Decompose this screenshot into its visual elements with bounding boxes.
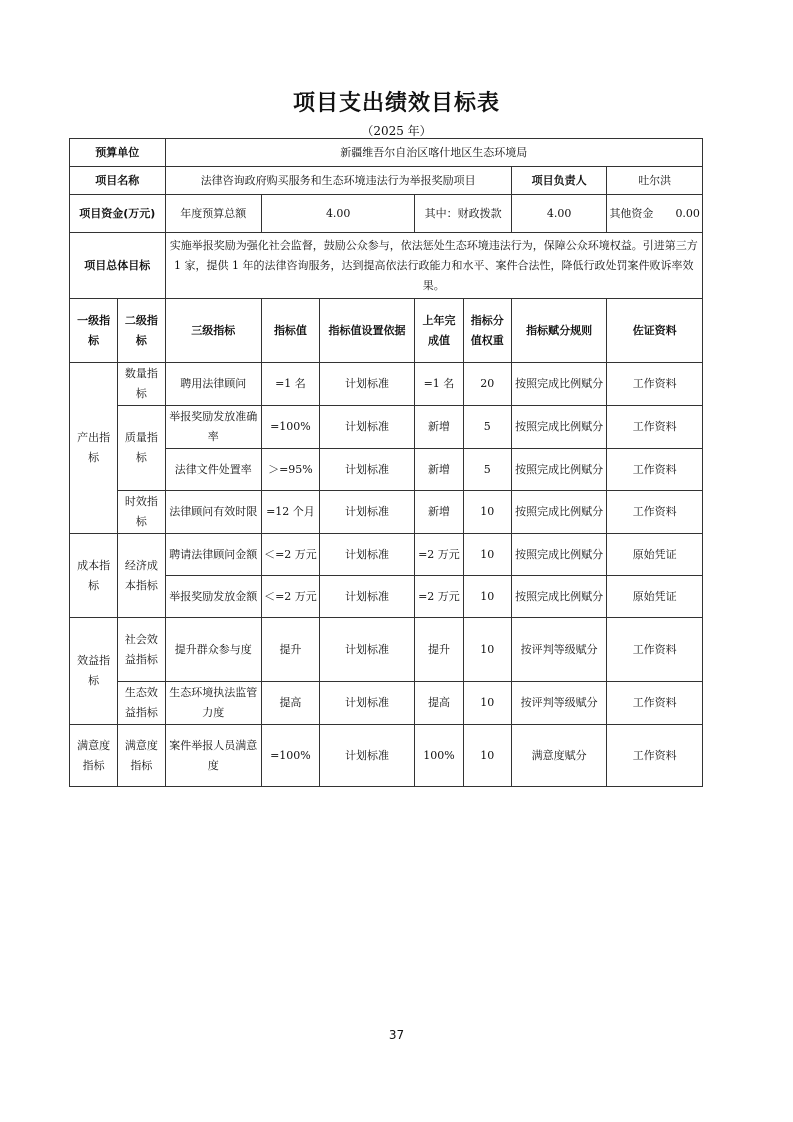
level3-indicator: 提升群众参与度 — [165, 618, 262, 682]
indicator-row — [70, 576, 703, 618]
level3-indicator: 案件举报人员满意度 — [165, 725, 262, 787]
col-last-year: 上年完成值 — [415, 299, 463, 363]
goal-text: 实施举报奖励为强化社会监督，鼓励公众参与，依法惩处生态环境违法行为，保障公众环境权益。引进第三方 1 家，提供 1 年的法律咨询服务，达到提高依法行政能力和水平、案件合法性，降低行政处罚案件败诉率效果。 — [165, 233, 702, 299]
level3-indicator: 生态环境执法监管力度 — [165, 682, 262, 725]
weight-value: 20 — [463, 363, 511, 406]
level3-indicator: 聘用法律顾问 — [165, 363, 262, 406]
unit-value: 新疆维吾尔自治区喀什地区生态环境局 — [165, 139, 702, 167]
owner-value: 吐尔洪 — [607, 167, 703, 195]
indicator-row — [70, 534, 703, 576]
indicator-basis: 计划标准 — [319, 406, 415, 449]
level1-indicator: 效益指标 — [70, 618, 118, 725]
table-row — [70, 233, 703, 299]
annual-budget-value: 4.00 — [262, 195, 415, 233]
indicator-value: =100% — [262, 725, 320, 787]
evidence-value: 工作资料 — [607, 682, 703, 725]
evidence-value: 工作资料 — [607, 449, 703, 491]
col-basis: 指标值设置依据 — [319, 299, 415, 363]
owner-label: 项目负责人 — [511, 167, 607, 195]
weight-value: 10 — [463, 576, 511, 618]
col-value: 指标值 — [262, 299, 320, 363]
project-name-label: 项目名称 — [70, 167, 166, 195]
evidence-value: 工作资料 — [607, 491, 703, 534]
indicator-value: 提高 — [262, 682, 320, 725]
col-level1: 一级指标 — [70, 299, 118, 363]
scoring-rule: 按照完成比例赋分 — [511, 576, 607, 618]
indicator-basis: 计划标准 — [319, 618, 415, 682]
level2-indicator: 时效指标 — [118, 491, 165, 534]
evidence-value: 原始凭证 — [607, 576, 703, 618]
level3-indicator: 法律顾问有效时限 — [165, 491, 262, 534]
indicator-basis: 计划标准 — [319, 363, 415, 406]
scoring-rule: 按照完成比例赋分 — [511, 406, 607, 449]
scoring-rule: 按照完成比例赋分 — [511, 534, 607, 576]
fiscal-value: 4.00 — [511, 195, 607, 233]
col-level3: 三级指标 — [165, 299, 262, 363]
indicator-row — [70, 725, 703, 787]
scoring-rule: 满意度赋分 — [511, 725, 607, 787]
last-year-value: 100% — [415, 725, 463, 787]
fund-label: 项目资金(万元) — [70, 195, 166, 233]
col-evidence: 佐证资料 — [607, 299, 703, 363]
indicator-row — [70, 618, 703, 682]
indicator-row — [70, 406, 703, 449]
other-fund-value: 0.00 — [675, 206, 700, 220]
table-body — [70, 139, 703, 787]
col-level2: 二级指标 — [118, 299, 165, 363]
level3-indicator: 法律文件处置率 — [165, 449, 262, 491]
scoring-rule: 按评判等级赋分 — [511, 618, 607, 682]
evidence-value: 工作资料 — [607, 725, 703, 787]
page-number: 37 — [388, 1028, 405, 1042]
last-year-value: 提升 — [415, 618, 463, 682]
level3-indicator: 聘请法律顾问金额 — [165, 534, 262, 576]
weight-value: 10 — [463, 618, 511, 682]
fiscal-label: 其中：财政拨款 — [415, 195, 512, 233]
indicator-basis: 计划标准 — [319, 491, 415, 534]
unit-label: 预算单位 — [70, 139, 166, 167]
indicator-basis: 计划标准 — [319, 449, 415, 491]
indicator-basis: 计划标准 — [319, 534, 415, 576]
col-weight: 指标分值权重 — [463, 299, 511, 363]
project-name-value: 法律咨询政府购买服务和生态环境违法行为举报奖励项目 — [165, 167, 511, 195]
last-year-value: =2 万元 — [415, 576, 463, 618]
table-row — [70, 167, 703, 195]
scoring-rule: 按评判等级赋分 — [511, 682, 607, 725]
last-year-value: 新增 — [415, 491, 463, 534]
level2-indicator: 满意度指标 — [118, 725, 165, 787]
last-year-value: 新增 — [415, 406, 463, 449]
level1-indicator: 产出指标 — [70, 363, 118, 534]
level1-indicator: 成本指标 — [70, 534, 118, 618]
weight-value: 10 — [463, 491, 511, 534]
goal-label: 项目总体目标 — [70, 233, 166, 299]
level2-indicator: 经济成本指标 — [118, 534, 165, 618]
scoring-rule: 按照完成比例赋分 — [511, 363, 607, 406]
indicator-value: 提升 — [262, 618, 320, 682]
other-fund-cell — [607, 195, 703, 233]
weight-value: 5 — [463, 449, 511, 491]
evidence-value: 工作资料 — [607, 618, 703, 682]
indicator-value: =12 个月 — [262, 491, 320, 534]
table-row — [70, 139, 703, 167]
performance-table — [69, 138, 703, 787]
level2-indicator: 数量指标 — [118, 363, 165, 406]
evidence-value: 工作资料 — [607, 406, 703, 449]
level2-indicator: 生态效益指标 — [118, 682, 165, 725]
header-row — [70, 299, 703, 363]
indicator-row — [70, 363, 703, 406]
last-year-value: =1 名 — [415, 363, 463, 406]
weight-value: 10 — [463, 534, 511, 576]
page-title: 项目支出绩效目标表 — [292, 91, 500, 116]
weight-value: 10 — [463, 682, 511, 725]
last-year-value: =2 万元 — [415, 534, 463, 576]
other-fund-label: 其他资金 — [609, 206, 654, 220]
last-year-value: 新增 — [415, 449, 463, 491]
indicator-value: ＜=2 万元 — [262, 576, 320, 618]
col-rule: 指标赋分规则 — [511, 299, 607, 363]
indicator-value: ＞=95% — [262, 449, 320, 491]
evidence-value: 工作资料 — [607, 363, 703, 406]
indicator-basis: 计划标准 — [319, 682, 415, 725]
scoring-rule: 按照完成比例赋分 — [511, 449, 607, 491]
year-subtitle: （2025 年） — [361, 124, 432, 138]
level3-indicator: 举报奖励发放金额 — [165, 576, 262, 618]
evidence-value: 原始凭证 — [607, 534, 703, 576]
annual-budget-label: 年度预算总额 — [165, 195, 262, 233]
indicator-value: ＜=2 万元 — [262, 534, 320, 576]
weight-value: 5 — [463, 406, 511, 449]
level2-indicator: 质量指标 — [118, 406, 165, 491]
last-year-value: 提高 — [415, 682, 463, 725]
indicator-basis: 计划标准 — [319, 576, 415, 618]
level3-indicator: 举报奖励发放准确率 — [165, 406, 262, 449]
weight-value: 10 — [463, 725, 511, 787]
level2-indicator: 社会效益指标 — [118, 618, 165, 682]
scoring-rule: 按照完成比例赋分 — [511, 491, 607, 534]
indicator-row — [70, 449, 703, 491]
level1-indicator: 满意度指标 — [70, 725, 118, 787]
indicator-value: =100% — [262, 406, 320, 449]
table-row — [70, 195, 703, 233]
indicator-value: =1 名 — [262, 363, 320, 406]
indicator-basis: 计划标准 — [319, 725, 415, 787]
indicator-row — [70, 682, 703, 725]
indicator-row — [70, 491, 703, 534]
